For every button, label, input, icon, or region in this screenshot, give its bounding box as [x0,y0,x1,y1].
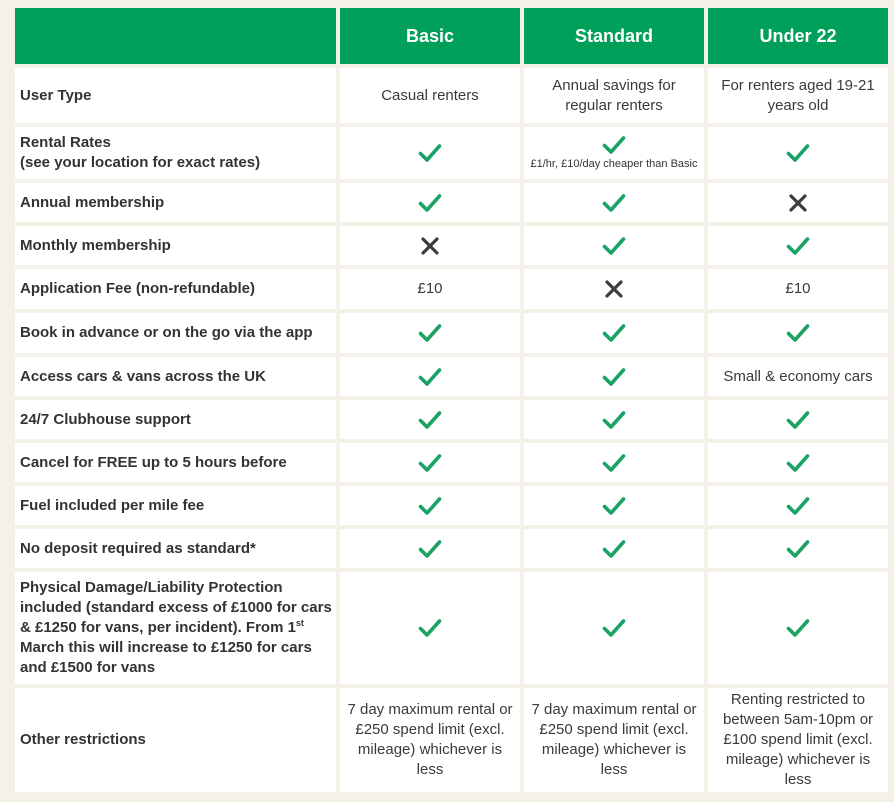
cell-under-22 [708,572,888,684]
row-label: Cancel for FREE up to 5 hours before [15,443,336,482]
checkmark-icon [786,323,810,343]
checkmark-icon [602,453,626,473]
cell-under-22 [708,529,888,568]
membership-comparison-table [11,4,892,796]
checkmark-icon [786,496,810,516]
cell-standard [524,572,704,684]
row-access-cars-vans [15,357,888,396]
row-user-type [15,68,888,123]
checkmark-icon [602,236,626,256]
cell-standard [524,313,704,353]
checkmark-icon [786,410,810,430]
row-book-in-advance [15,313,888,353]
header-under-22: Under 22 [708,8,888,64]
row-clubhouse-support [15,400,888,439]
cell-basic [340,529,520,568]
row-label-line2: (see your location for exact rates) [20,154,261,171]
row-label-part1: Physical Damage/Liability Protection included (standard excess of £1000 for cars & £1250 for vans, per incident). From 1 [20,579,332,636]
cross-icon [604,279,624,299]
row-label: Book in advance or on the go via the app [15,313,336,353]
checkmark-icon [602,367,626,387]
cell-basic [340,400,520,439]
cell-under-22 [708,127,888,179]
row-label-part2: March this will increase to £1250 for cars and £1500 for vans [20,639,312,676]
row-cancel-free [15,443,888,482]
checkmark-icon [418,193,442,213]
row-label: Access cars & vans across the UK [15,357,336,396]
cell-under-22: £10 [708,269,888,309]
row-no-deposit [15,529,888,568]
checkmark-icon [418,618,442,638]
cell-basic [340,357,520,396]
row-damage-protection [15,572,888,684]
row-annual-membership [15,183,888,222]
checkmark-icon [418,367,442,387]
checkmark-icon [418,323,442,343]
checkmark-icon [786,143,810,163]
row-fuel-included [15,486,888,525]
cell-standard: 7 day maximum rental or £250 spend limit (excl. mileage) whichever is less [524,688,704,792]
cell-basic [340,183,520,222]
row-label: Monthly membership [15,226,336,265]
checkmark-icon [602,539,626,559]
row-label [15,127,336,179]
row-monthly-membership [15,226,888,265]
cell-under-22: For renters aged 19-21 years old [708,68,888,123]
cell-under-22 [708,226,888,265]
checkmark-icon [602,193,626,213]
cell-standard [524,400,704,439]
row-application-fee [15,269,888,309]
checkmark-icon [602,323,626,343]
comparison-table-frame [11,4,883,794]
cell-under-22 [708,183,888,222]
cell-under-22: Renting restricted to between 5am-10pm or £100 spend limit (excl. mileage) whichever is less [708,688,888,792]
checkmark-icon [786,539,810,559]
cell-basic: Casual renters [340,68,520,123]
cell-basic [340,572,520,684]
cell-basic [340,486,520,525]
cell-basic [340,313,520,353]
header-standard: Standard [524,8,704,64]
checkmark-icon [786,236,810,256]
cell-standard [524,183,704,222]
cell-standard [524,486,704,525]
cell-note: £1/hr, £10/day cheaper than Basic [530,158,698,171]
cell-under-22 [708,400,888,439]
row-other-restrictions [15,688,888,792]
cross-icon [420,236,440,256]
checkmark-icon [602,618,626,638]
row-label [15,572,336,684]
row-label: No deposit required as standard* [15,529,336,568]
row-label-line1: Rental Rates [20,134,111,151]
cell-basic: £10 [340,269,520,309]
cell-under-22 [708,313,888,353]
cell-basic [340,443,520,482]
checkmark-icon [418,453,442,473]
checkmark-icon [418,496,442,516]
checkmark-icon [786,618,810,638]
header-row [15,8,888,64]
row-label-superscript: st [295,618,304,628]
cell-standard [524,127,704,179]
cell-standard [524,357,704,396]
cell-basic [340,226,520,265]
row-label: 24/7 Clubhouse support [15,400,336,439]
cell-basic [340,127,520,179]
row-label: Other restrictions [15,688,336,792]
checkmark-icon [786,453,810,473]
cell-standard [524,529,704,568]
checkmark-icon [602,496,626,516]
cell-standard [524,226,704,265]
row-rental-rates [15,127,888,179]
row-label: Annual membership [15,183,336,222]
cell-under-22 [708,443,888,482]
row-label: Application Fee (non-refundable) [15,269,336,309]
cross-icon [788,193,808,213]
checkmark-icon [418,410,442,430]
checkmark-icon [602,410,626,430]
header-basic: Basic [340,8,520,64]
row-label: Fuel included per mile fee [15,486,336,525]
cell-basic: 7 day maximum rental or £250 spend limit (excl. mileage) whichever is less [340,688,520,792]
header-corner [15,8,336,64]
row-label: User Type [15,68,336,123]
checkmark-icon [602,135,626,155]
checkmark-icon [418,143,442,163]
checkmark-icon [418,539,442,559]
cell-under-22 [708,486,888,525]
cell-standard: Annual savings for regular renters [524,68,704,123]
cell-standard [524,443,704,482]
cell-under-22: Small & economy cars [708,357,888,396]
cell-standard [524,269,704,309]
